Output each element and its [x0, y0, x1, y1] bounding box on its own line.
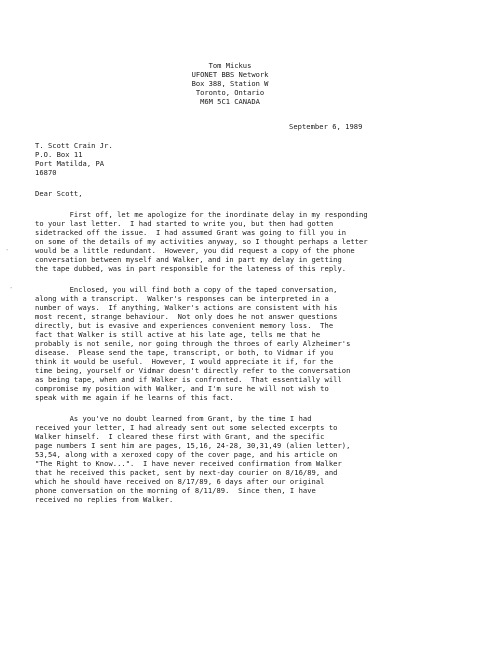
body-line: as being tape, when and if Walker is confronted. That essentially will	[35, 375, 342, 384]
body-line: "The Right to Know...". I have never received confirmation from Walker	[35, 459, 342, 468]
body-line: on some of the details of my activities anyway, so I thought perhaps a letter	[35, 237, 368, 246]
body-line: directly, but is evasive and experiences convenient memory loss. The	[35, 321, 334, 330]
recipient-city: Port Matilda, PA	[35, 159, 105, 168]
body-line: the tape dubbed, was in part responsible for the lateness of this reply.	[35, 264, 347, 273]
body-line: As you've no doubt learned from Grant, by the time I had	[35, 414, 312, 423]
sender-box: Box 388, Station W	[191, 79, 269, 88]
body-line: fact that Walker is still active at his late age, tells me that he	[35, 330, 321, 339]
body-line: received no replies from Walker.	[35, 495, 174, 504]
sender-postal: M6M 5C1 CANADA	[200, 97, 260, 106]
body-line: time being, yourself or Vidmar doesn't directly refer to the conversation	[35, 366, 351, 375]
body-line: 53,54, along with a xeroxed copy of the cover page, and his article on	[35, 450, 338, 459]
recipient-zip: 16870	[35, 168, 57, 177]
sender-name: Tom Mickus	[208, 61, 252, 70]
body-line: probably is not senile, nor going through the throes of early Alzheimer's	[35, 339, 351, 348]
body-line: page numbers I sent him are pages, 15,16, 24-28, 30,31,49 (alien letter),	[35, 441, 351, 450]
salutation: Dear Scott,	[35, 189, 83, 198]
body-line: to your last letter. I had started to write you, but then had gotten	[35, 219, 334, 228]
body-line: received your letter, I had already sent out some selected excerpts to	[35, 423, 338, 432]
body-line: speak with me again if he learns of this fact.	[35, 393, 234, 402]
margin-mark: ˙	[5, 249, 10, 257]
body-line: Enclosed, you will find both a copy of the taped conversation,	[35, 285, 338, 294]
body-line: think it would be useful. However, I would appreciate it if, for the	[35, 357, 334, 366]
body-line: Walker himself. I cleared these first with Grant, and the specific	[35, 432, 325, 441]
body-line: sidetracked off the issue. I had assumed Grant was going to fill you in	[35, 228, 347, 237]
body-line: phone conversation on the morning of 8/11/89. Since then, I have	[35, 486, 316, 495]
body-line: along with a transcript. Walker's responses can be interpreted in a	[35, 294, 329, 303]
body-line: would be a little redundant. However, you did request a copy of the phone	[35, 246, 355, 255]
recipient-box: P.O. Box 11	[35, 150, 83, 159]
body-line: conversation between myself and Walker, and in part my delay in getting	[35, 255, 342, 264]
body-line: disease. Please send the tape, transcript, or both, to Vidmar if you	[35, 348, 334, 357]
letter-date: September 6, 1989	[289, 122, 363, 131]
body-line: number of ways. If anything, Walker's actions are consistent with his	[35, 303, 338, 312]
recipient-name: T. Scott Crain Jr.	[35, 141, 113, 150]
sender-city: Toronto, Ontario	[195, 88, 265, 97]
sender-org: UFONET BBS Network	[191, 70, 269, 79]
body-line: that he received this packet, sent by next-day courier on 8/16/89, and	[35, 468, 338, 477]
body-line: compromise my position with Walker, and I'm sure he will not wish to	[35, 384, 329, 393]
margin-mark: ˙	[9, 287, 14, 295]
body-line: most recent, strange behaviour. Not only does he not answer questions	[35, 312, 338, 321]
body-line: which he should have received on 8/17/89, 6 days after our original	[35, 477, 325, 486]
body-line: First off, let me apologize for the inordinate delay in my responding	[35, 210, 368, 219]
